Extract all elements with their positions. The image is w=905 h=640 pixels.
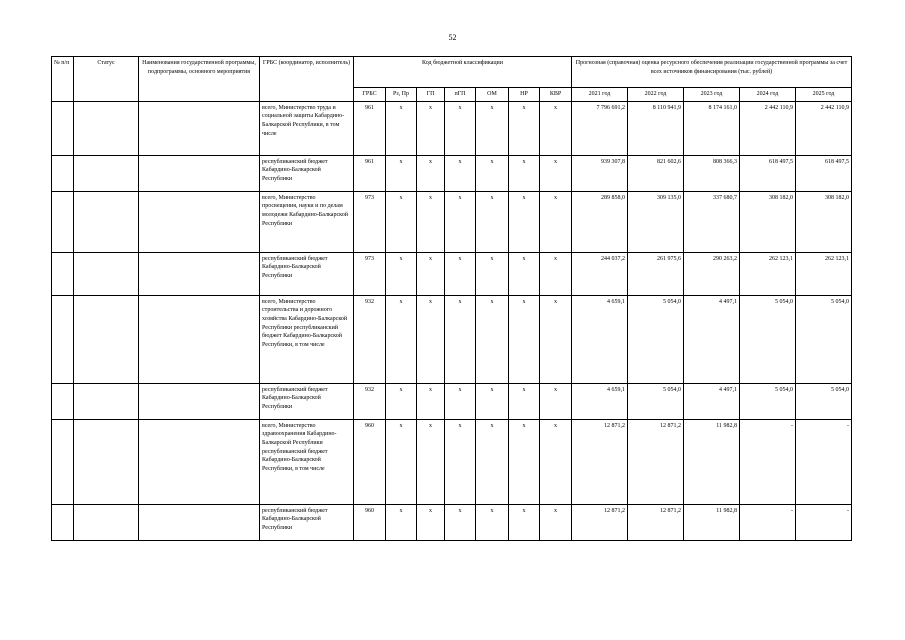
program-name-cell	[139, 155, 260, 191]
num-cell	[52, 155, 74, 191]
code-cell: х	[417, 155, 445, 191]
code-cell: х	[386, 383, 417, 419]
subheader-kvr: КВР	[540, 88, 572, 102]
code-cell: х	[509, 155, 540, 191]
col-header-program-name: Наименования государственной программы, подпрограммы, основного мероприятия	[139, 57, 260, 102]
value-cell: 290 263,2	[684, 252, 740, 295]
code-cell: х	[386, 155, 417, 191]
value-cell: 7 796 691,2	[572, 101, 628, 155]
grbs-name-cell: республиканский бюджет Кабардино-Балкарской Республики	[260, 383, 354, 419]
grbs-code-cell: 960	[354, 419, 386, 504]
code-cell: х	[540, 252, 572, 295]
code-cell: х	[509, 504, 540, 540]
code-cell: х	[476, 252, 509, 295]
value-cell: 2 442 110,9	[796, 101, 852, 155]
code-cell: х	[386, 419, 417, 504]
program-name-cell	[139, 191, 260, 252]
value-cell: 244 037,2	[572, 252, 628, 295]
value-cell: -	[796, 419, 852, 504]
code-cell: х	[386, 504, 417, 540]
col-header-grbs-coordinator: ГРБС (координатор, исполнитель)	[260, 57, 354, 102]
code-cell: х	[445, 252, 476, 295]
table-row	[52, 419, 852, 504]
code-cell: х	[509, 419, 540, 504]
grbs-name-cell: республиканский бюджет Кабардино-Балкарской Республики	[260, 504, 354, 540]
code-cell: х	[540, 101, 572, 155]
col-header-status: Статус	[74, 57, 139, 102]
value-cell: 2 442 110,9	[740, 101, 796, 155]
code-cell: х	[540, 191, 572, 252]
grbs-name-cell: республиканский бюджет Кабардино-Балкарской Республики	[260, 155, 354, 191]
code-cell: х	[476, 383, 509, 419]
grbs-code-cell: 932	[354, 295, 386, 383]
status-cell	[74, 252, 139, 295]
resource-table	[51, 56, 852, 541]
value-cell: -	[740, 504, 796, 540]
value-cell: 4 659,1	[572, 383, 628, 419]
value-cell: 12 871,2	[572, 419, 628, 504]
value-cell: 262 123,1	[740, 252, 796, 295]
code-cell: х	[386, 252, 417, 295]
subheader-grbs: ГРБС	[354, 88, 386, 102]
value-cell: 262 123,1	[796, 252, 852, 295]
grbs-name-cell: всего, Министерство просвещения, науки и по делам молодежи Кабардино-Балкарской Республики	[260, 191, 354, 252]
program-name-cell	[139, 295, 260, 383]
code-cell: х	[445, 191, 476, 252]
value-cell: 8 174 161,0	[684, 101, 740, 155]
code-cell: х	[476, 191, 509, 252]
value-cell: 12 871,2	[628, 419, 684, 504]
code-cell: х	[540, 155, 572, 191]
grbs-code-cell: 961	[354, 101, 386, 155]
subheader-pgp: пГП	[445, 88, 476, 102]
code-cell: х	[417, 101, 445, 155]
subheader-year-2023: 2023 год	[684, 88, 740, 102]
value-cell: -	[796, 504, 852, 540]
code-cell: х	[417, 383, 445, 419]
value-cell: 939 307,8	[572, 155, 628, 191]
value-cell: 821 602,6	[628, 155, 684, 191]
value-cell: 308 182,0	[740, 191, 796, 252]
num-cell	[52, 191, 74, 252]
value-cell: 4 497,1	[684, 383, 740, 419]
subheader-rz-pr: Рз, Пр	[386, 88, 417, 102]
code-cell: х	[445, 419, 476, 504]
grbs-name-cell: всего, Министерство здравоохранения Кабардино-Балкарской Республики республиканский бюджет Кабардино-Балкарской Республики, в том числе	[260, 419, 354, 504]
subheader-gp: ГП	[417, 88, 445, 102]
code-cell: х	[386, 295, 417, 383]
program-name-cell	[139, 252, 260, 295]
col-header-forecast: Прогнозная (справочная) оценка ресурсного обеспечения реализации государственной программы за счет всех источников финансирования (тыс. рублей)	[572, 57, 852, 88]
value-cell: 8 110 941,9	[628, 101, 684, 155]
value-cell: 11 982,8	[684, 419, 740, 504]
grbs-code-cell: 932	[354, 383, 386, 419]
subheader-year-2022: 2022 год	[628, 88, 684, 102]
code-cell: х	[386, 101, 417, 155]
table-row	[52, 155, 852, 191]
grbs-code-cell: 973	[354, 252, 386, 295]
status-cell	[74, 419, 139, 504]
code-cell: х	[417, 295, 445, 383]
code-cell: х	[540, 295, 572, 383]
table-row	[52, 295, 852, 383]
code-cell: х	[476, 419, 509, 504]
status-cell	[74, 191, 139, 252]
subheader-year-2024: 2024 год	[740, 88, 796, 102]
code-cell: х	[509, 252, 540, 295]
grbs-name-cell: республиканский бюджет Кабардино-Балкарской Республики	[260, 252, 354, 295]
code-cell: х	[445, 383, 476, 419]
table-row	[52, 191, 852, 252]
num-cell	[52, 504, 74, 540]
code-cell: х	[509, 191, 540, 252]
status-cell	[74, 101, 139, 155]
code-cell: х	[417, 504, 445, 540]
num-cell	[52, 419, 74, 504]
code-cell: х	[509, 383, 540, 419]
table-row	[52, 252, 852, 295]
code-cell: х	[476, 504, 509, 540]
value-cell: 308 182,0	[796, 191, 852, 252]
value-cell: 5 054,0	[796, 295, 852, 383]
code-cell: х	[445, 295, 476, 383]
program-name-cell	[139, 419, 260, 504]
grbs-code-cell: 961	[354, 155, 386, 191]
num-cell	[52, 383, 74, 419]
grbs-code-cell: 960	[354, 504, 386, 540]
value-cell: 261 975,6	[628, 252, 684, 295]
col-header-num: № п/п	[52, 57, 74, 102]
code-cell: х	[476, 155, 509, 191]
code-cell: х	[476, 295, 509, 383]
value-cell: 5 054,0	[628, 295, 684, 383]
num-cell	[52, 101, 74, 155]
subheader-nr: НР	[509, 88, 540, 102]
value-cell: 5 054,0	[796, 383, 852, 419]
subheader-year-2025: 2025 год	[796, 88, 852, 102]
value-cell: 11 982,8	[684, 504, 740, 540]
value-cell: -	[740, 419, 796, 504]
status-cell	[74, 295, 139, 383]
code-cell: х	[540, 504, 572, 540]
code-cell: х	[445, 101, 476, 155]
value-cell: 618 497,5	[740, 155, 796, 191]
value-cell: 5 054,0	[628, 383, 684, 419]
code-cell: х	[417, 252, 445, 295]
num-cell	[52, 252, 74, 295]
value-cell: 289 858,0	[572, 191, 628, 252]
num-cell	[52, 295, 74, 383]
code-cell: х	[445, 504, 476, 540]
code-cell: х	[509, 101, 540, 155]
code-cell: х	[417, 191, 445, 252]
value-cell: 4 497,1	[684, 295, 740, 383]
value-cell: 5 054,0	[740, 295, 796, 383]
code-cell: х	[540, 419, 572, 504]
status-cell	[74, 504, 139, 540]
code-cell: х	[417, 419, 445, 504]
grbs-code-cell: 973	[354, 191, 386, 252]
table-row	[52, 101, 852, 155]
table-row	[52, 383, 852, 419]
program-name-cell	[139, 101, 260, 155]
col-header-budget-code: Код бюджетной классификации	[354, 57, 572, 88]
table-body	[52, 101, 852, 540]
code-cell: х	[476, 101, 509, 155]
program-name-cell	[139, 504, 260, 540]
page-number: 52	[448, 33, 457, 42]
value-cell: 309 135,0	[628, 191, 684, 252]
subheader-year-2021: 2021 год	[572, 88, 628, 102]
code-cell: х	[509, 295, 540, 383]
status-cell	[74, 383, 139, 419]
table-row	[52, 504, 852, 540]
grbs-name-cell: всего, Министерство труда и социальной защиты Кабардино-Балкарской Республики, в том числе	[260, 101, 354, 155]
value-cell: 337 680,7	[684, 191, 740, 252]
status-cell	[74, 155, 139, 191]
code-cell: х	[445, 155, 476, 191]
value-cell: 618 497,5	[796, 155, 852, 191]
code-cell: х	[540, 383, 572, 419]
value-cell: 12 871,2	[628, 504, 684, 540]
grbs-name-cell: всего, Министерство строительства и дорожного хозяйства Кабардино-Балкарской Республики республиканский бюджет Кабардино-Балкарской Республики, в том числе	[260, 295, 354, 383]
code-cell: х	[386, 191, 417, 252]
subheader-om: ОМ	[476, 88, 509, 102]
value-cell: 5 054,0	[740, 383, 796, 419]
value-cell: 4 659,1	[572, 295, 628, 383]
value-cell: 808 366,3	[684, 155, 740, 191]
value-cell: 12 871,2	[572, 504, 628, 540]
program-name-cell	[139, 383, 260, 419]
